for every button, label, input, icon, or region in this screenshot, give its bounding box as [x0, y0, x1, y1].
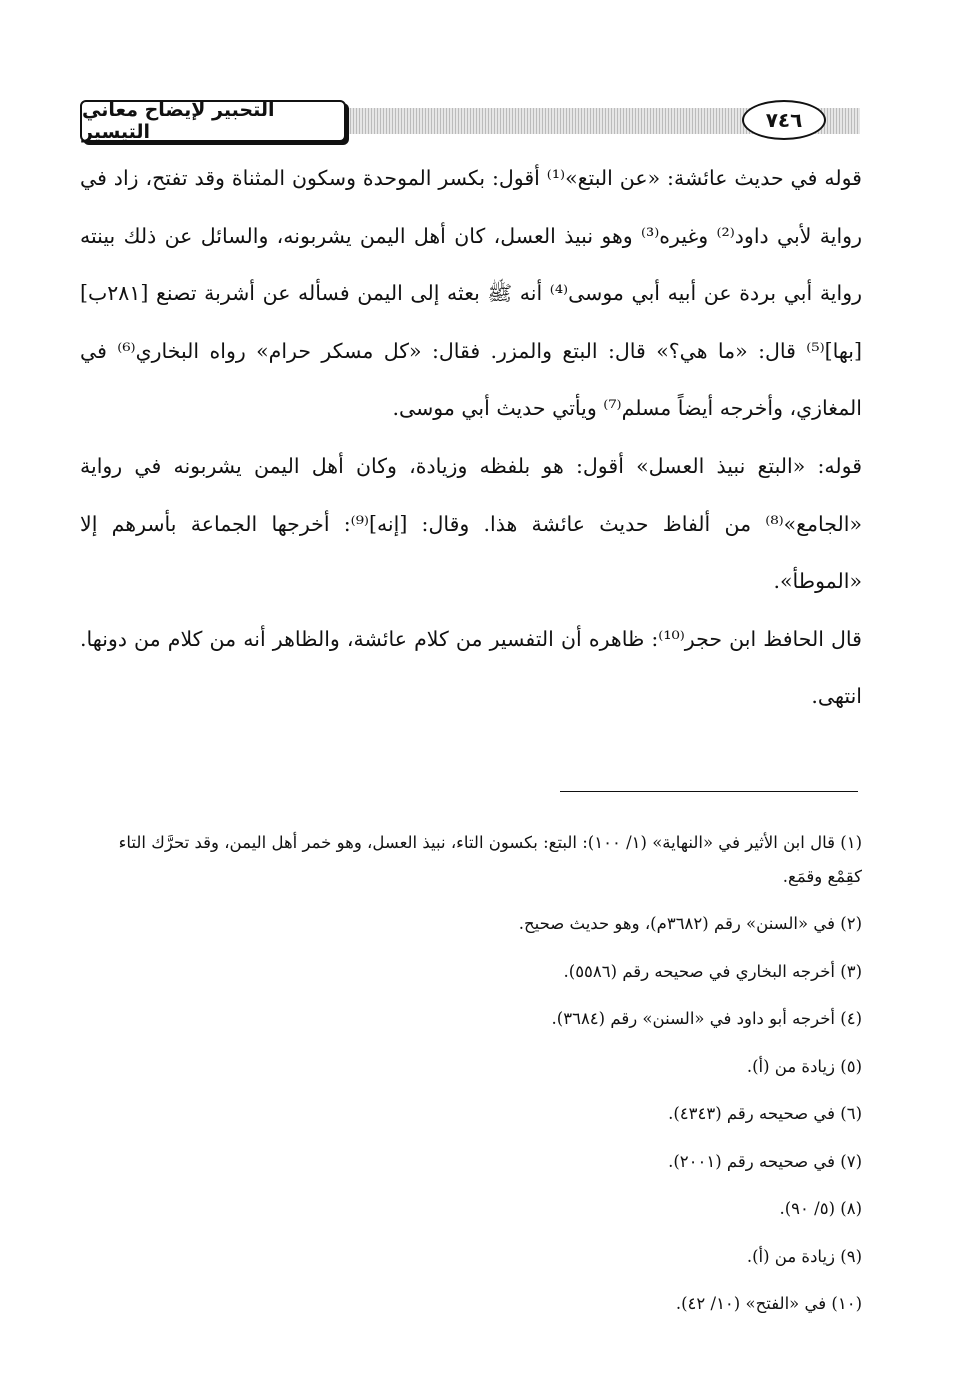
page-header: [80, 98, 860, 142]
footnote: (١) قال ابن الأثير في «النهاية» (١/ ١٠٠): البتع: بكسون التاء، نبيذ العسل، وهو خمر أهل اليمن، وقد تحرَّك التاء كقِمْع وقمَع.: [118, 833, 862, 886]
footnote: (٦) في صحيحه رقم (٤٣٤٣).: [668, 1104, 862, 1123]
page-number: ٧٤٦: [765, 108, 803, 132]
footnote: (١٠) في «الفتح» (١٠/ ٤٢).: [675, 1294, 862, 1313]
paragraph: قال الحافظ ابن حجر⁽¹⁰⁾: ظاهره أن التفسير من كلام عائشة، والظاهر أنه من كلام من دونها. انتهى.: [80, 626, 862, 709]
footnote: (٥) زيادة من (أ).: [746, 1056, 862, 1076]
paragraph: قوله في حديث عائشة: «عن البتع»⁽¹⁾ أقول: بكسر الموحدة وسكون المثناة وقد تفتح، زاد في رواية لأبي داود⁽²⁾ وغيره⁽³⁾ وهو نبيذ العسل، كان أهل اليمن يشربونه، والسائل عن ذلك بينته رواية أبي بردة عن أبيه أبي موسى⁽⁴⁾ أنه ﷺ بعثه إلى اليمن فسأله عن أشربة تصنع [٢٨١ب] [بها]⁽⁵⁾ قال: «ما هي؟» قال: البتع والمزر. فقال: «كل مسكر حرام» رواه البخاري⁽⁶⁾ في المغازي، وأخرجه أيضاً مسلم⁽⁷⁾ ويأتي حديث أبي موسى.: [80, 166, 863, 421]
page-number-badge: [742, 100, 826, 140]
footnotes: [80, 826, 862, 1328]
book-title-box: [80, 100, 346, 142]
paragraph: قوله: «البتع نبيذ العسل» أقول: هو بلفظه وزيادة، وكان أهل اليمن يشربونه في رواية «الجامع»⁽⁸⁾ من ألفاظ حديث عائشة هذا. وقال: [إنه]⁽⁹⁾: أخرجها الجماعة بأسرهم إلا «الموطأ».: [80, 453, 862, 594]
footnote: (٩) زيادة من (أ).: [746, 1246, 862, 1266]
footnote: (٢) في «السنن» رقم (٣٦٨٢م)، وهو حديث صحيح.: [518, 914, 862, 933]
footnote: (٧) في صحيحه رقم (٢٠٠١).: [668, 1151, 862, 1171]
book-title: التحبير لإيضاح معاني التيسير: [82, 99, 275, 143]
main-text: [80, 150, 862, 726]
footnote: (٨) (٥/ ٩٠).: [779, 1199, 862, 1218]
footnote-divider: [560, 791, 858, 792]
footnote: (٤) أخرجه أبو داود في «السنن» رقم (٣٦٨٤).: [551, 1009, 862, 1028]
footnote: (٣) أخرجه البخاري في صحيحه رقم (٥٥٨٦).: [563, 961, 862, 981]
